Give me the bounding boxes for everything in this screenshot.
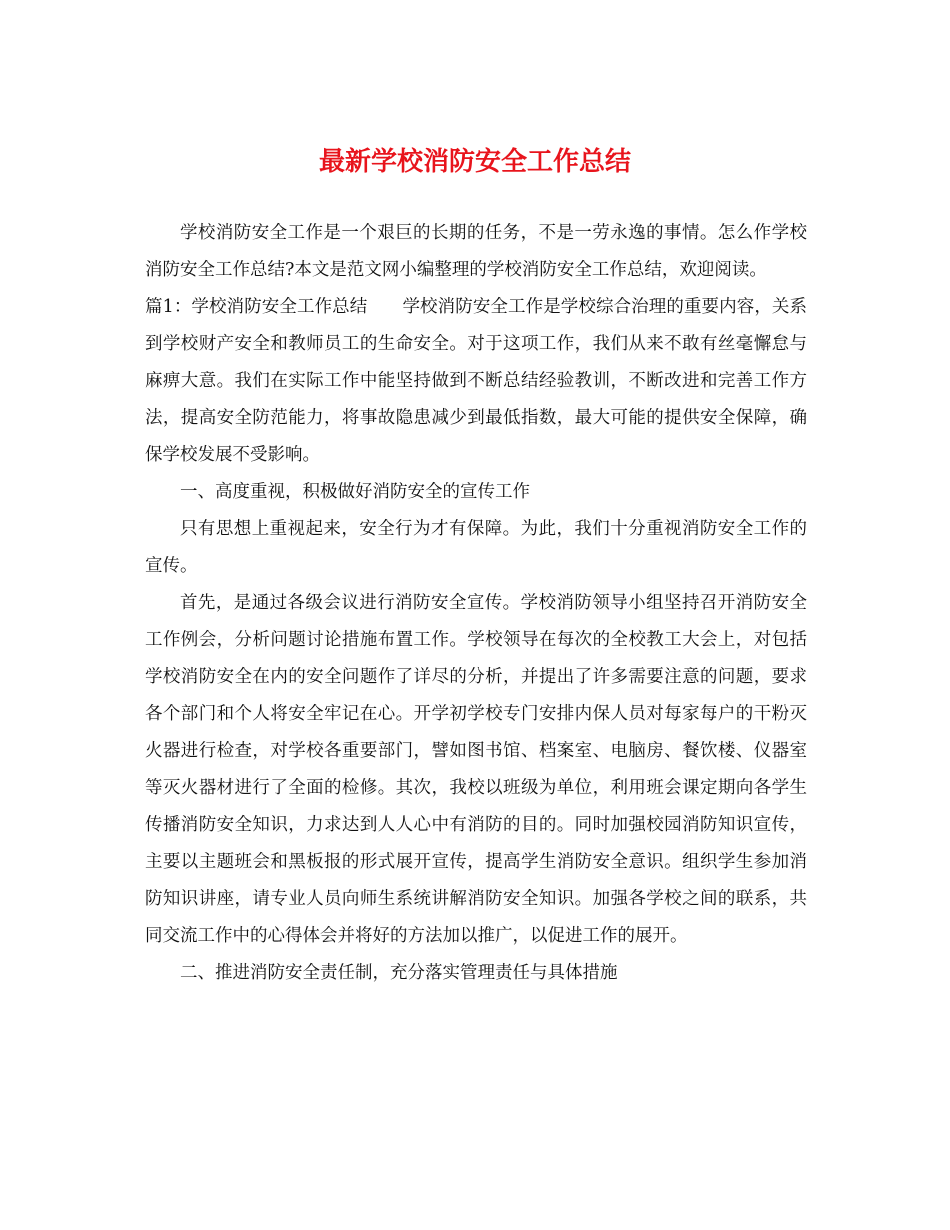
document-body: [145, 215, 807, 992]
chapter-text: 学校消防安全工作是学校综合治理的重要内容，关系到学校财产安全和教师员工的生命安全。对于这项工作，我们从来不敢有丝毫懈怠与麻痹大意。我们在实际工作中能坚持做到不断总结经验教训，不断改进和完善工作方法，提高安全防范能力，将事故隐患减少到最低指数，最大可能的提供安全保障，确保学校发展不受影响。: [145, 297, 808, 465]
document-title: 最新学校消防安全工作总结: [318, 147, 631, 177]
chapter-label: 篇1：学校消防安全工作总结: [145, 297, 368, 317]
section2-heading: 二、推进消防安全责任制，充分落实管理责任与具体措施: [180, 963, 618, 983]
section1-heading: 一、高度重视，积极做好消防安全的宣传工作: [180, 482, 530, 502]
section1-paragraph-1: 只有思想上重视起来，安全行为才有保障。为此，我们十分重视消防安全工作的宣传。: [145, 519, 807, 576]
intro-paragraph: 学校消防安全工作是一个艰巨的长期的任务，不是一劳永逸的事情。怎么作学校消防安全工作总结?本文是范文网小编整理的学校消防安全工作总结，欢迎阅读。: [145, 223, 807, 280]
chapter-paragraph: [145, 289, 807, 474]
section1-paragraph-2: 首先，是通过各级会议进行消防安全宣传。学校消防领导小组坚持召开消防安全工作例会，分析问题讨论措施布置工作。学校领导在每次的全校教工大会上，对包括学校消防安全在内的安全问题作了详尽的分析，并提出了许多需要注意的问题，要求各个部门和个人将安全牢记在心。开学初学校专门安排内保人员对每家每户的干粉灭火器进行检查，对学校各重要部门，譬如图书馆、档案室、电脑房、餐饮楼、仪器室等灭火器材进行了全面的检修。其次，我校以班级为单位，利用班会课定期向各学生传播消防安全知识，力求达到人人心中有消防的目的。同时加强校园消防知识宣传，主要以主题班会和黑板报的形式展开宣传，提高学生消防安全意识。组织学生参加消防知识讲座，请专业人员向师生系统讲解消防安全知识。加强各学校之间的联系，共同交流工作中的心得体会并将好的方法加以推广，以促进工作的展开。: [145, 593, 807, 946]
